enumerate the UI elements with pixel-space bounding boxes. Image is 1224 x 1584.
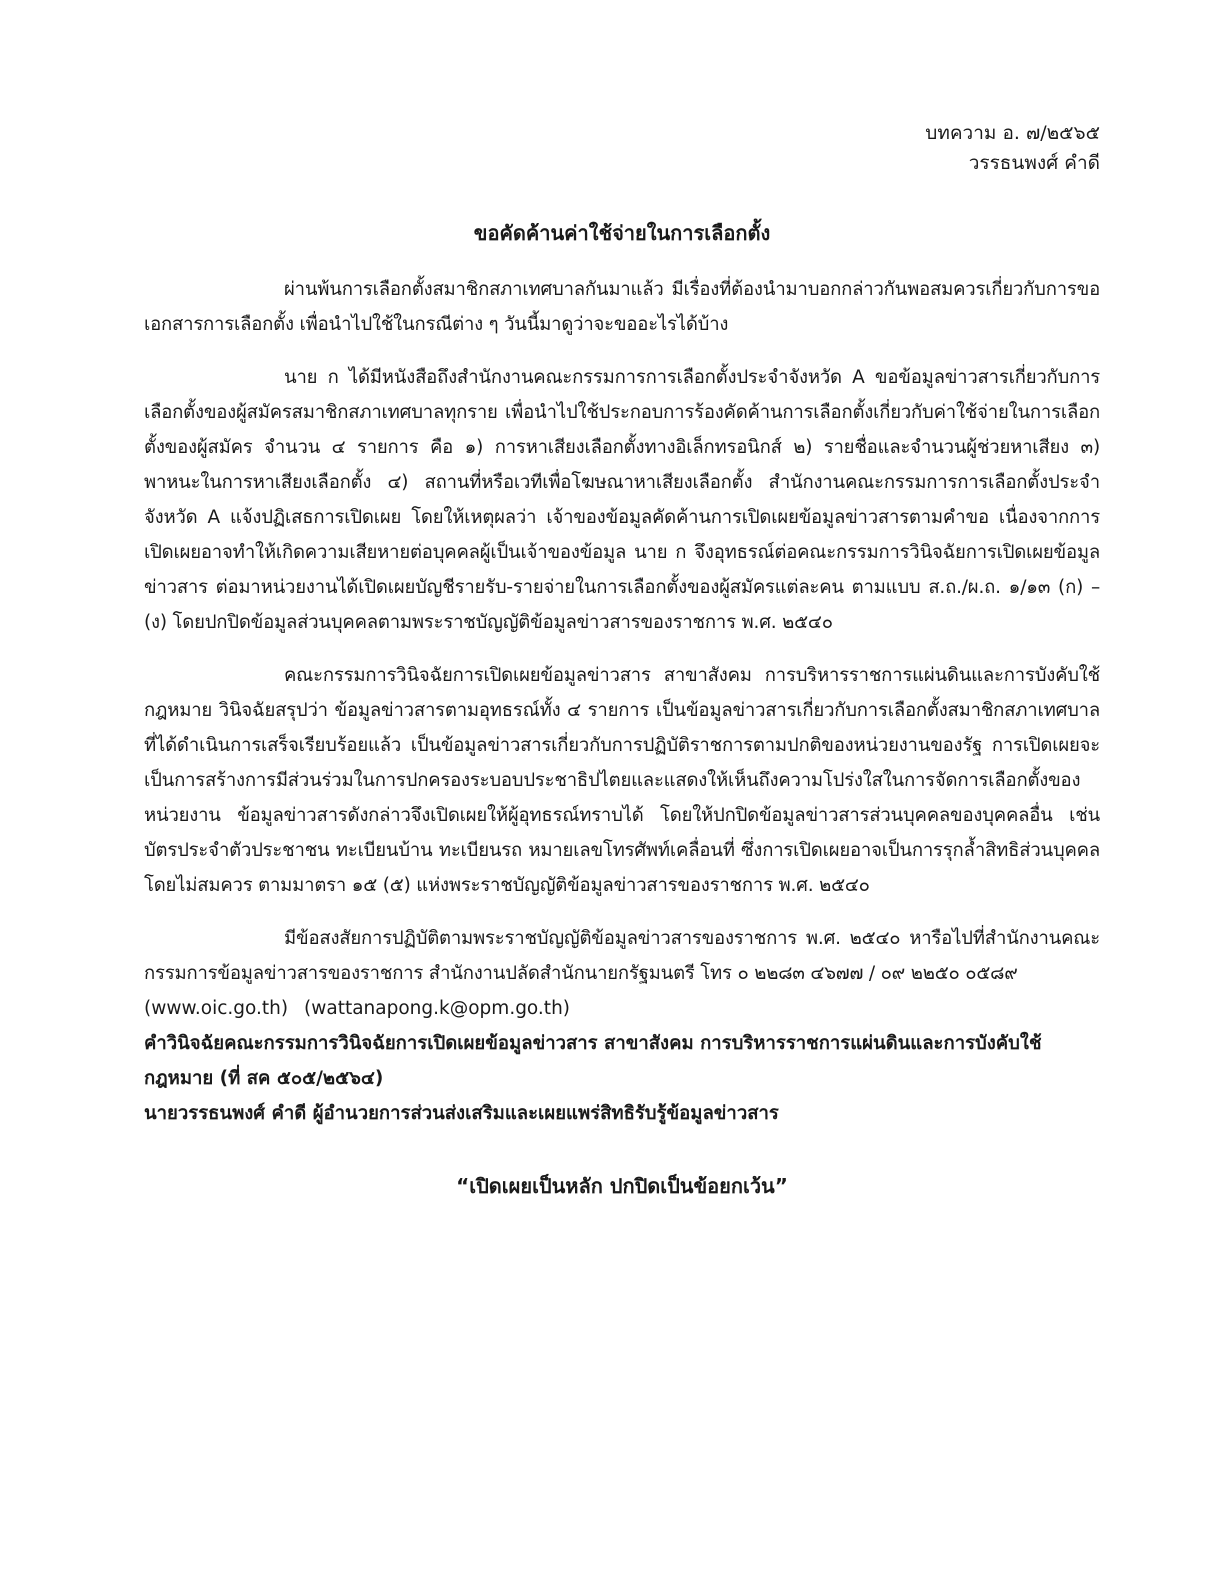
website-link[interactable]: (www.oic.go.th) (144, 998, 289, 1019)
paragraph-ruling: คณะกรรมการวินิจฉัยการเปิดเผยข้อมูลข่าวสาร สาขาสังคม การบริหารราชการแผ่นดินและการบังคับใช้กฎหมาย วินิจฉัยสรุปว่า ข้อมูลข่าวสารตามอุทธรณ์ทั้ง ๔ รายการ เป็นข้อมูลข่าวสารเกี่ยวกับการเลือกตั้งสมาชิกสภาเทศบาลที่ได้ดำเนินการเสร็จเรียบร้อยแล้ว เป็นข้อมูลข่าวสารเกี่ยวกับการปฏิบัติราชการตามปกติของหน่วยงานของรัฐ การเปิดเผยจะเป็นการสร้างการมีส่วนร่วมในการปกครองระบอบประชาธิปไตยและแสดงให้เห็นถึงความโปร่งใสในการจัดการเลือกตั้งของหน่วยงาน ข้อมูลข่าวสารดังกล่าวจึงเปิดเผยให้ผู้อุทธรณ์ทราบได้ โดยให้ปกปิดข้อมูลข่าวสารส่วนบุคคลของบุคคลอื่น เช่น บัตรประจำตัวประชาชน ทะเบียนบ้าน ทะเบียนรถ หมายเลขโทรศัพท์เคลื่อนที่ ซึ่งการเปิดเผยอาจเป็นการรุกล้ำสิทธิส่วนบุคคลโดยไม่สมควร ตามมาตรา ๑๕ (๕) แห่งพระราชบัญญัติข้อมูลข่าวสารของราชการ พ.ศ. ๒๕๔๐ (144, 665, 1100, 896)
document-title: ขอคัดค้านค่าใช้จ่ายในการเลือกตั้ง (473, 221, 771, 245)
signature-line: นายวรรธนพงศ์ คำดี ผู้อำนวยการส่วนส่งเสริมและเผยแพร่สิทธิรับรู้ข้อมูลข่าวสาร (144, 1103, 779, 1124)
author-name: วรรธนพงศ์ คำดี (968, 152, 1100, 174)
paragraph-intro: ผ่านพ้นการเลือกตั้งสมาชิกสภาเทศบาลกันมาแล้ว มีเรื่องที่ต้องนำมาบอกกล่าวกันพอสมควรเกี่ยวกับการขอเอกสารการเลือกตั้ง เพื่อนำไปใช้ในกรณีต่าง ๆ วันนี้มาดูว่าจะขออะไรได้บ้าง (144, 279, 1100, 335)
article-number: บทความ อ. ๗/๒๕๖๕ (925, 122, 1100, 144)
document-page (144, 118, 1100, 1201)
document-header (144, 118, 1100, 178)
ruling-reference: คำวินิจฉัยคณะกรรมการวินิจฉัยการเปิดเผยข้อมูลข่าวสาร สาขาสังคม การบริหารราชการแผ่นดินและการบังคับใช้กฎหมาย (ที่ สค ๕๐๕/๒๕๖๔) (144, 1033, 1042, 1089)
paragraph-facts: นาย ก ได้มีหนังสือถึงสำนักงานคณะกรรมการการเลือกตั้งประจำจังหวัด A ขอข้อมูลข่าวสารเกี่ยวกับการเลือกตั้งของผู้สมัครสมาชิกสภาเทศบาลทุกราย เพื่อนำไปใช้ประกอบการร้องคัดค้านการเลือกตั้งเกี่ยวกับค่าใช้จ่ายในการเลือกตั้งของผู้สมัคร จำนวน ๔ รายการ คือ ๑) การหาเสียงเลือกตั้งทางอิเล็กทรอนิกส์ ๒) รายชื่อและจำนวนผู้ช่วยหาเสียง ๓) พาหนะในการหาเสียงเลือกตั้ง ๔) สถานที่หรือเวทีเพื่อโฆษณาหาเสียงเลือกตั้ง สำนักงานคณะกรรมการการเลือกตั้งประจำจังหวัด A แจ้งปฏิเสธการเปิดเผย โดยให้เหตุผลว่า เจ้าของข้อมูลคัดค้านการเปิดเผยข้อมูลข่าวสารตามคำขอ เนื่องจากการเปิดเผยอาจทำให้เกิดความเสียหายต่อบุคคลผู้เป็นเจ้าของข้อมูล นาย ก จึงอุทธรณ์ต่อคณะกรรมการวินิจฉัยการเปิดเผยข้อมูลข่าวสาร ต่อมาหน่วยงานได้เปิดเผยบัญชีรายรับ-รายจ่ายในการเลือกตั้งของผู้สมัครแต่ละคน ตามแบบ ส.ถ./ผ.ถ. ๑/๑๓ (ก) – (ง) โดยปกปิดข้อมูลส่วนบุคคลตามพระราชบัญญัติข้อมูลข่าวสารของราชการ พ.ศ. ๒๕๔๐ (144, 367, 1100, 633)
email-link[interactable]: (wattanapong.k@opm.go.th) (304, 998, 571, 1019)
slogan: “เปิดเผยเป็นหลัก ปกปิดเป็นข้อยกเว้น” (456, 1174, 788, 1198)
paragraph-contact: มีข้อสงสัยการปฏิบัติตามพระราชบัญญัติข้อมูลข่าวสารของราชการ พ.ศ. ๒๕๔๐ หารือไปที่สำนักงานคณะกรรมการข้อมูลข่าวสารของราชการ สำนักงานปลัดสำนักนายกรัฐมนตรี โทร ๐ ๒๒๘๓ ๔๖๗๗ / ๐๙ ๒๒๕๐ ๐๕๘๙ (144, 928, 1100, 984)
contact-links (144, 991, 1100, 1026)
